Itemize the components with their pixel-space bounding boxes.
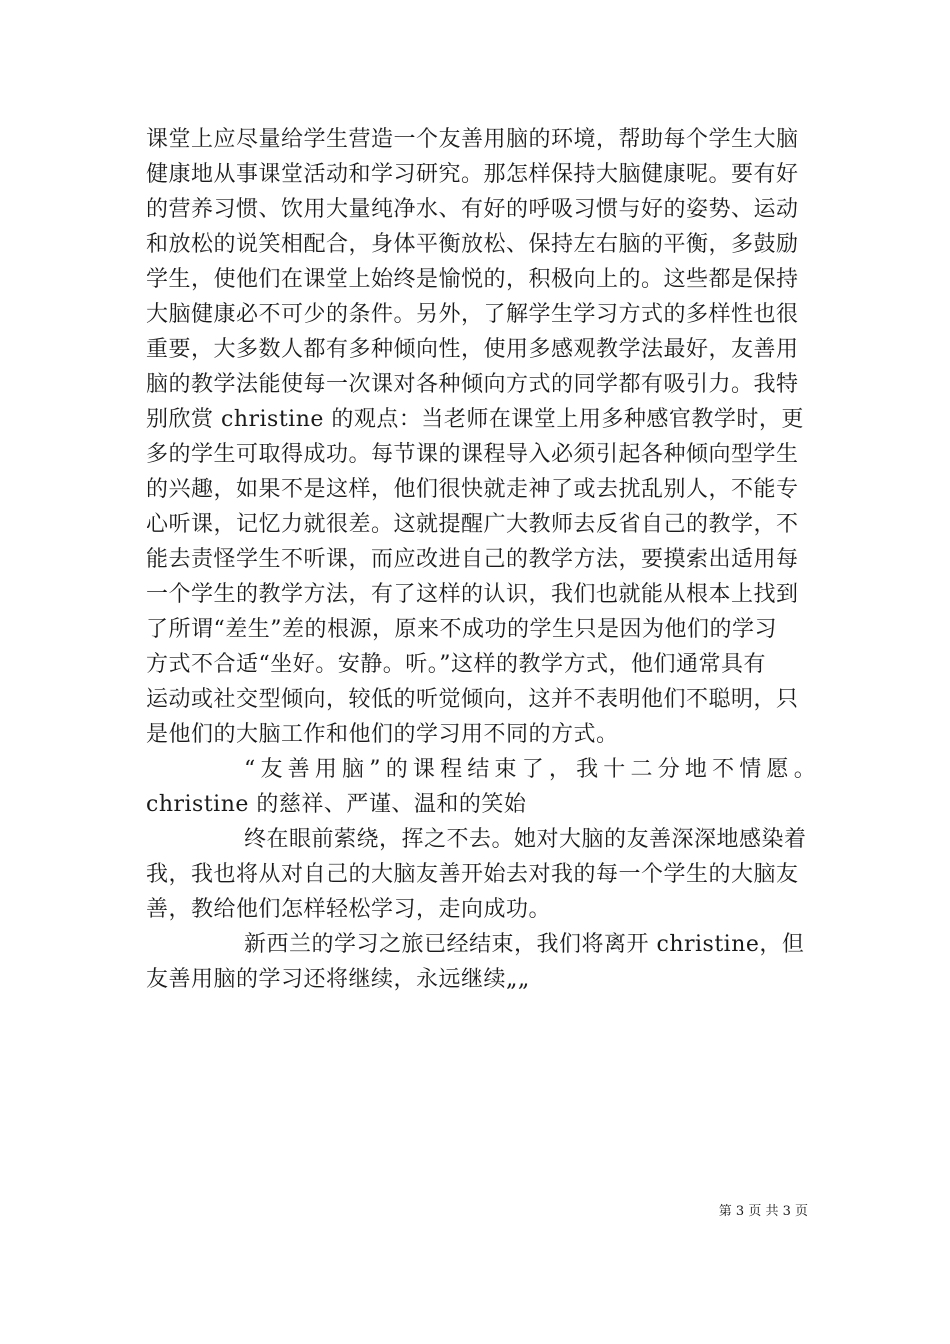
text-line-4: 和放松的说笑相配合，身体平衡放松、保持左右脑的平衡，多鼓励 (146, 232, 799, 257)
text-line-12: 心听课，记忆力就很差。这就提醒广大教师去反省自己的教学，不 (146, 512, 799, 537)
text-line-7: 重要，大多数人都有多种倾向性，使用多感观教学法最好，友善用 (146, 337, 799, 362)
text-line-23: 善，教给他们怎样轻松学习，走向成功。 (146, 897, 552, 922)
text-line-3: 的营养习惯、饮用大量纯净水、有好的呼吸习惯与好的姿势、运动 (146, 197, 799, 222)
text-line-17: 运动或社交型倾向，较低的听觉倾向，这并不表明他们不聪明，只 (146, 687, 799, 712)
text-line-1: 课堂上应尽量给学生营造一个友善用脑的环境，帮助每个学生大脑 (146, 127, 799, 152)
page-number: 第 3 页 共 3 页 (718, 1204, 808, 1219)
text-line-13: 能去责怪学生不听课，而应改进自己的教学方法，要摸索出适用每 (146, 547, 799, 572)
text-line-9: 别欣赏 christine 的观点：当老师在课堂上用多种感官教学时，更 (146, 407, 804, 432)
text-line-24: 新西兰的学习之旅已经结束，我们将离开 christine，但 (244, 932, 805, 957)
text-line-20: christine 的慈祥、严谨、温和的笑始 (146, 792, 527, 817)
text-line-10: 多的学生可取得成功。每节课的课程导入必须引起各种倾向型学生 (146, 442, 799, 467)
text-line-5: 学生，使他们在课堂上始终是愉悦的，积极向上的。这些都是保持 (146, 267, 799, 292)
text-line-18: 是他们的大脑工作和他们的学习用不同的方式。 (146, 722, 619, 747)
text-line-22: 我，我也将从对自己的大脑友善开始去对我的每一个学生的大脑友 (146, 862, 799, 887)
text-line-16: 方式不合适“坐好。安静。听。”这样的教学方式，他们通常具有 (146, 652, 766, 677)
text-line-25: 友善用脑的学习还将继续，永远继续„„ (146, 967, 530, 992)
text-line-2: 健康地从事课堂活动和学习研究。那怎样保持大脑健康呢。要有好 (146, 162, 799, 187)
text-line-6: 大脑健康必不可少的条件。另外，了解学生学习方式的多样性也很 (146, 302, 799, 327)
text-line-19: “友善用脑”的课程结束了，我十二分地不情愿。 (244, 757, 821, 782)
text-line-8: 脑的教学法能使每一次课对各种倾向方式的同学都有吸引力。我特 (146, 372, 799, 397)
text-line-14: 一个学生的教学方法，有了这样的认识，我们也就能从根本上找到 (146, 582, 799, 607)
text-line-11: 的兴趣，如果不是这样，他们很快就走神了或去扰乱别人，不能专 (146, 477, 799, 502)
text-line-21: 终在眼前萦绕，挥之不去。她对大脑的友善深深地感染着 (244, 827, 807, 852)
text-line-15: 了所谓“差生”差的根源，原来不成功的学生只是因为他们的学习 (146, 617, 777, 642)
